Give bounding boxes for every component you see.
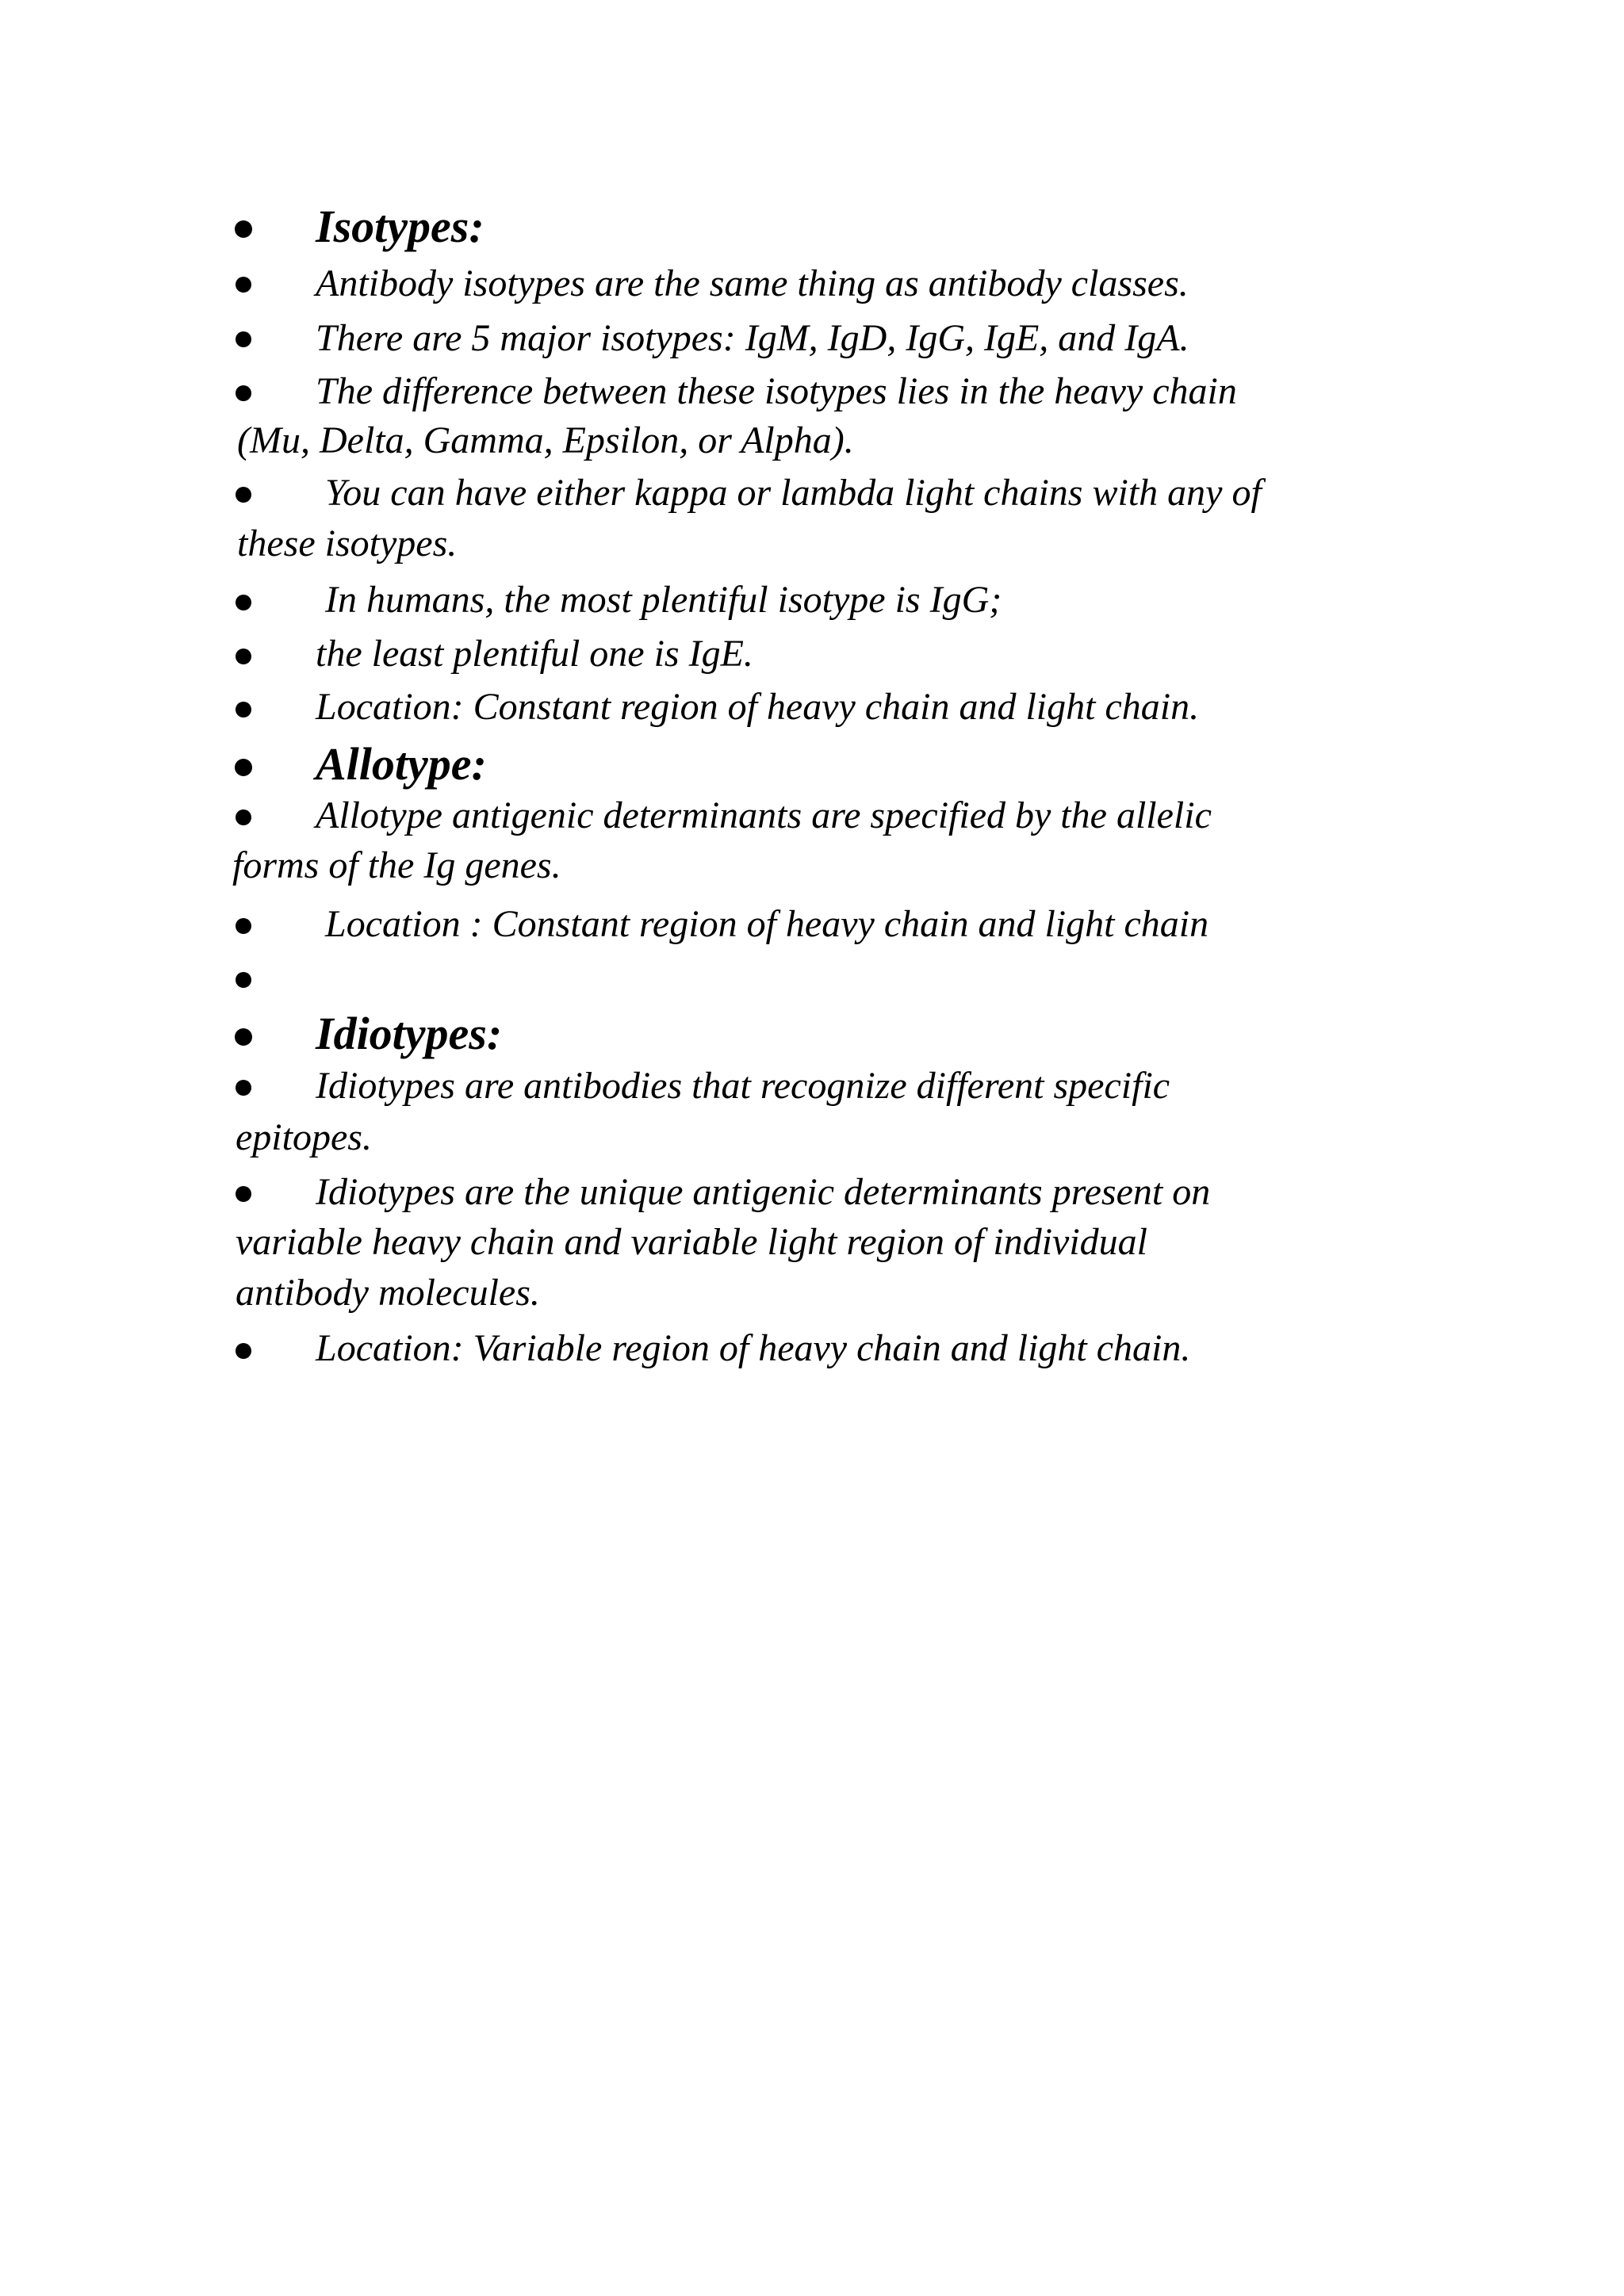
list-item-line-continued: epitopes. (236, 1116, 372, 1158)
bullet-icon (236, 702, 251, 718)
bullet-icon (236, 1080, 251, 1096)
bullet-icon (235, 759, 252, 776)
bullet-icon (236, 649, 251, 664)
section-heading-isotypes: Isotypes: (316, 201, 485, 252)
bullet-icon (236, 918, 251, 934)
bullet-icon (236, 809, 251, 825)
list-item-line: The difference between these isotypes lies in the heavy chain (316, 370, 1237, 412)
list-item-line: Location : Constant region of heavy chain and light chain (325, 903, 1209, 945)
list-item-line-continued: (Mu, Delta, Gamma, Epsilon, or Alpha). (237, 419, 854, 461)
bullet-icon (236, 1186, 251, 1202)
list-item-line: Location: Constant region of heavy chain and light chain. (316, 686, 1200, 728)
bullet-icon (235, 1028, 252, 1046)
bullet-icon (236, 385, 251, 401)
list-item-line: Antibody isotypes are the same thing as antibody classes. (316, 262, 1189, 304)
section-heading-allotype: Allotype: (316, 738, 487, 790)
bullet-icon (236, 1343, 251, 1359)
bullet-icon (236, 487, 251, 503)
bullet-icon (236, 331, 251, 347)
list-item-line-continued: variable heavy chain and variable light region of individual (236, 1221, 1148, 1263)
list-item-line: Idiotypes are antibodies that recognize different specific (316, 1065, 1170, 1107)
list-item-line: You can have either kappa or lambda light chains with any of (325, 472, 1262, 514)
list-item-line: the least plentiful one is IgE. (316, 633, 753, 675)
list-item-line: Location: Variable region of heavy chain and light chain. (316, 1327, 1191, 1369)
list-item-line: There are 5 major isotypes: IgM, IgD, IgG, IgE, and IgA. (316, 317, 1189, 359)
bullet-icon (236, 277, 251, 293)
list-item-line-continued: these isotypes. (237, 522, 458, 564)
list-item-line: Idiotypes are the unique antigenic determinants present on (316, 1171, 1211, 1213)
bullet-icon (236, 972, 251, 988)
list-item-line: In humans, the most plentiful isotype is IgG; (325, 579, 1002, 621)
bullet-icon (236, 595, 251, 610)
list-item-line-continued: antibody molecules. (236, 1272, 540, 1314)
bullet-icon (235, 220, 252, 238)
section-heading-idiotypes: Idiotypes: (316, 1008, 503, 1059)
list-item-line-continued: forms of the Ig genes. (232, 844, 561, 886)
list-item-line: Allotype antigenic determinants are specified by the allelic (316, 794, 1212, 836)
